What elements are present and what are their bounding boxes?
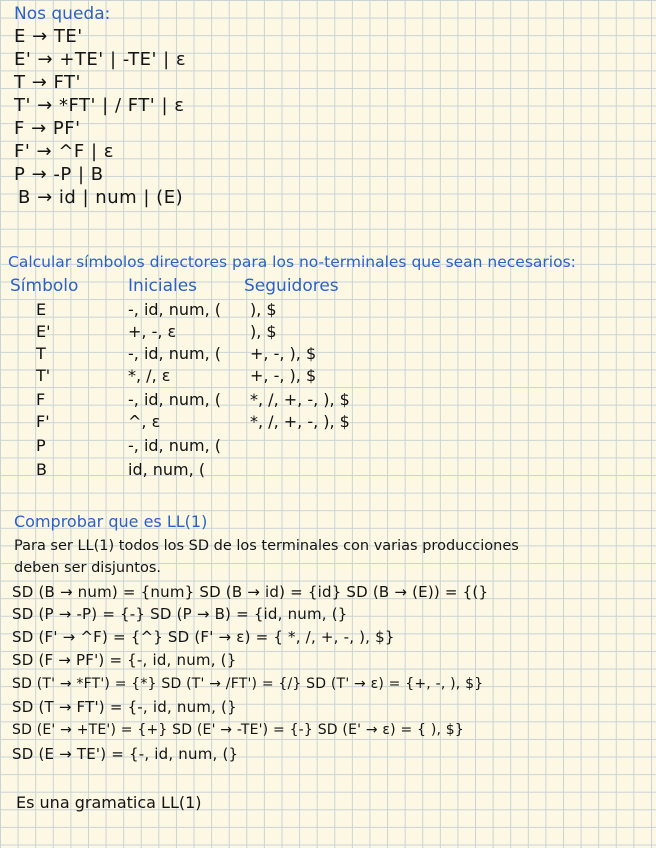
- directors-heading: Calcular símbolos directores para los no-terminales que sean necesarios:: [8, 253, 576, 271]
- row-initials: id, num, (: [128, 460, 206, 479]
- column-header-symbol: Símbolo: [10, 276, 79, 296]
- production: P → -P | B: [14, 164, 104, 185]
- row-symbol: T: [36, 344, 46, 363]
- production: F' → ^F | ε: [14, 141, 114, 162]
- production: T → FT': [14, 72, 82, 93]
- sd-line: SD (E' → +TE') = {+} SD (E' → -TE') = {-} SD (E' → ε) = { ), $}: [12, 722, 464, 738]
- sd-line: SD (F' → ^F) = {^} SD (F' → ε) = { *, /, +, -, ), $}: [12, 628, 395, 646]
- production: E → TE': [14, 26, 83, 47]
- sd-line: SD (F → PF') = {-, id, num, (}: [12, 651, 237, 669]
- row-initials: -, id, num, (: [128, 436, 221, 455]
- sd-line: SD (P → -P) = {-} SD (P → B) = {id, num, (}: [12, 605, 348, 623]
- sd-line: SD (E → TE') = {-, id, num, (}: [12, 745, 239, 763]
- production: E' → +TE' | -TE' | ε: [14, 49, 187, 70]
- row-symbol: E: [36, 300, 47, 319]
- sd-line: SD (T → FT') = {-, id, num, (}: [12, 698, 237, 716]
- row-initials: -, id, num, (: [128, 300, 221, 319]
- row-symbol: B: [36, 460, 47, 479]
- row-followers: ), $: [250, 322, 277, 341]
- production: B → id | num | (E): [18, 187, 184, 208]
- check-note-line2: deben ser disjuntos.: [14, 560, 162, 576]
- row-symbol: P: [36, 436, 46, 455]
- row-followers: *, /, +, -, ), $: [250, 412, 350, 431]
- row-followers: *, /, +, -, ), $: [250, 390, 350, 409]
- row-initials: -, id, num, (: [128, 344, 221, 363]
- conclusion: Es una gramatica LL(1): [16, 793, 202, 812]
- row-initials: ^, ε: [128, 412, 161, 431]
- row-followers: ), $: [250, 300, 277, 319]
- column-header-initials: Iniciales: [128, 276, 198, 296]
- row-symbol: F: [36, 390, 46, 409]
- row-symbol: E': [36, 322, 51, 341]
- sd-line: SD (B → num) = {num} SD (B → id) = {id} SD (B → (E)) = {(}: [12, 583, 489, 601]
- check-note-line1: Para ser LL(1) todos los SD de los terminales con varias producciones: [14, 538, 519, 554]
- check-heading: Comprobar que es LL(1): [14, 512, 208, 531]
- row-initials: +, -, ε: [128, 322, 177, 341]
- row-followers: +, -, ), $: [250, 344, 317, 363]
- intro-heading: Nos queda:: [14, 4, 111, 24]
- row-symbol: T': [36, 366, 51, 385]
- sd-line: SD (T' → *FT') = {*} SD (T' → /FT') = {/} SD (T' → ε) = {+, -, ), $}: [12, 676, 484, 692]
- row-followers: +, -, ), $: [250, 366, 317, 385]
- column-header-followers: Seguidores: [244, 276, 339, 296]
- row-initials: -, id, num, (: [128, 390, 221, 409]
- production: F → PF': [14, 118, 81, 139]
- row-symbol: F': [36, 412, 50, 431]
- production: T' → *FT' | / FT' | ε: [14, 95, 185, 116]
- row-initials: *, /, ε: [128, 366, 171, 385]
